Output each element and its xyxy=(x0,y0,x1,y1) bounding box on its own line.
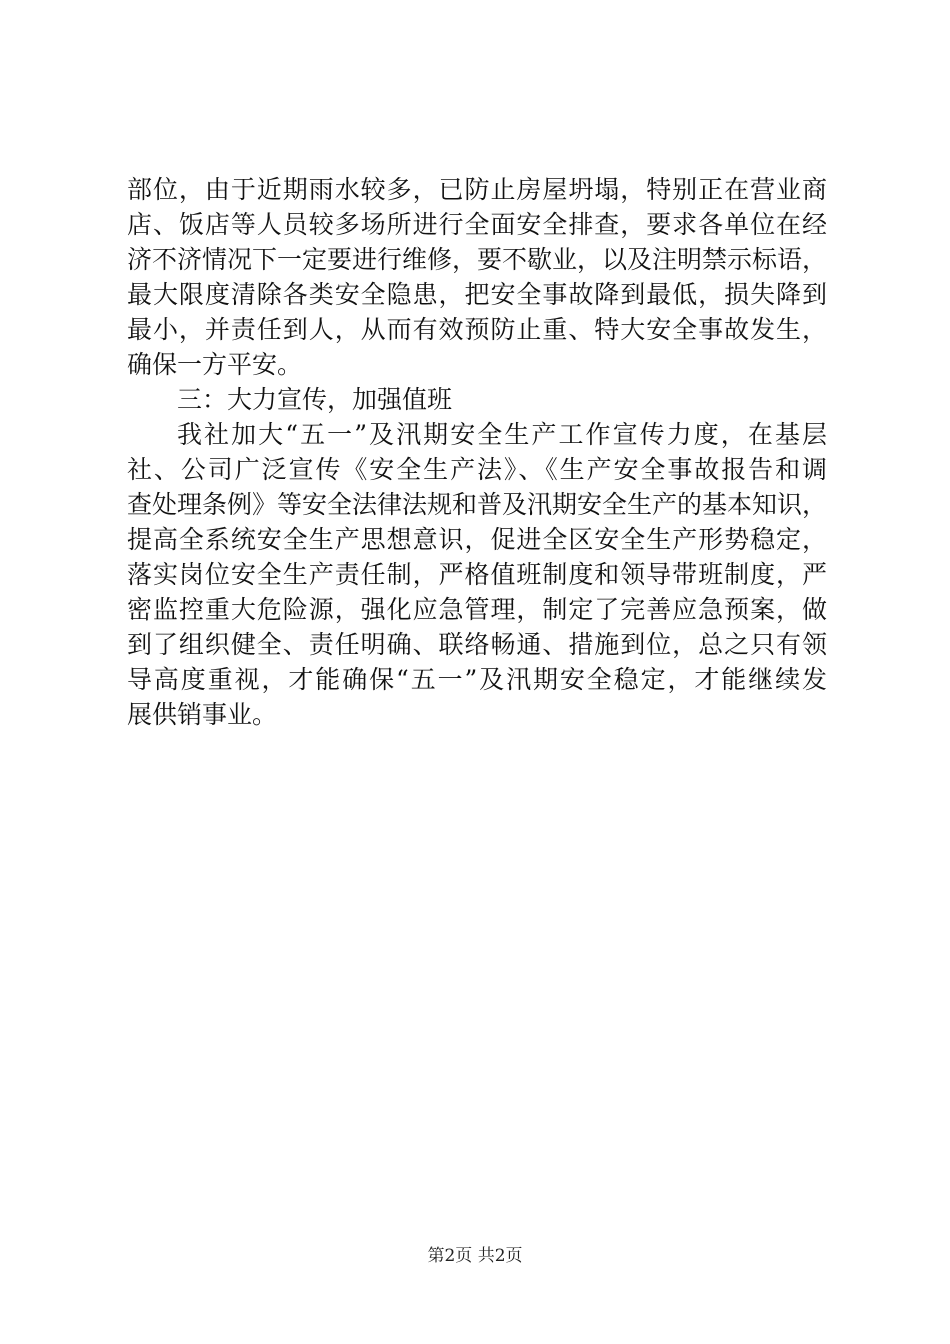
text-line: 我社加大“五一”及汛期安全生产工作宣传力度，在基层 xyxy=(177,420,827,449)
text-line: 部位，由于近期雨水较多，已防止房屋坍塌，特别正在营业商 xyxy=(127,175,827,204)
text-line: 导高度重视，才能确保“五一”及汛期安全稳定，才能继续发 xyxy=(127,665,827,694)
text-line: 济不济情况下一定要进行维修，要不歇业，以及注明禁示标语， xyxy=(127,245,828,274)
text-line: 提高全系统安全生产思想意识，促进全区安全生产形势稳定， xyxy=(127,525,827,554)
page-number-footer: 第2页 共2页 xyxy=(427,1246,523,1266)
text-line: 展供销事业。 xyxy=(127,700,278,729)
text-line: 落实岗位安全生产责任制，严格值班制度和领导带班制度，严 xyxy=(127,560,827,589)
text-line: 到了组织健全、责任明确、联络畅通、措施到位，总之只有领 xyxy=(127,630,827,659)
text-line: 查处理条例》等安全法律法规和普及汛期安全生产的基本知识， xyxy=(127,490,828,519)
section-heading: 三：大力宣传，加强值班 xyxy=(177,385,453,414)
text-line: 确保一方平安。 xyxy=(127,350,303,379)
text-line: 社、公司广泛宣传《安全生产法》、《生产安全事故报告和调 xyxy=(127,455,827,484)
text-line: 最小，并责任到人，从而有效预防止重、特大安全事故发生， xyxy=(127,315,827,344)
body-text xyxy=(127,172,827,732)
text-line: 店、饭店等人员较多场所进行全面安全排查，要求各单位在经 xyxy=(127,210,827,239)
text-line: 密监控重大危险源，强化应急管理，制定了完善应急预案，做 xyxy=(127,595,827,624)
text-line: 最大限度清除各类安全隐患，把安全事故降到最低，损失降到 xyxy=(127,280,827,309)
